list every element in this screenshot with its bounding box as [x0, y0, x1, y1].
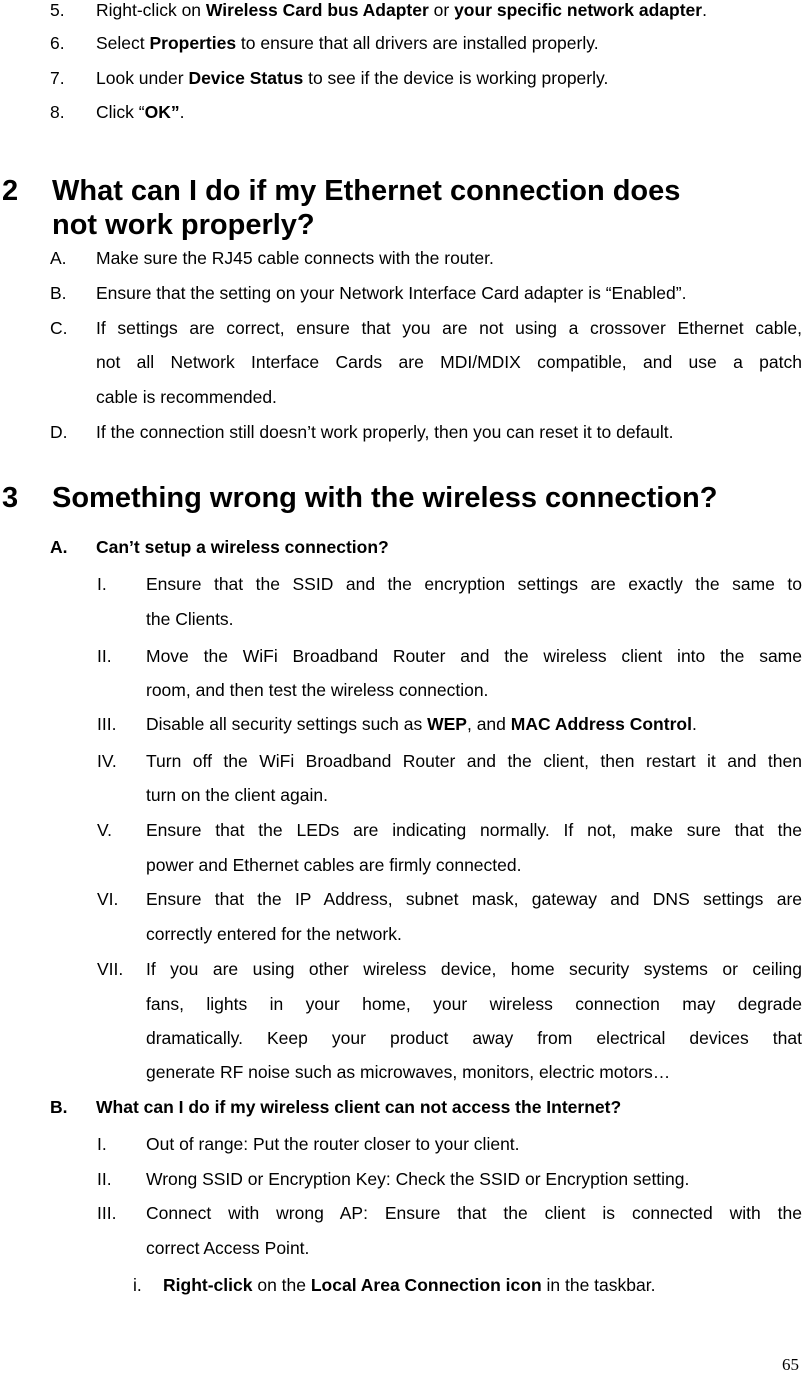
step-text: Select Properties to ensure that all drivers are installed properly.: [96, 33, 599, 53]
subsection-title: What can I do if my wireless client can not access the Internet?: [96, 1097, 622, 1117]
item-text-line: If settings are correct, ensure that you are not using a crossover Ethernet cable,: [96, 318, 802, 338]
item-label: i.: [133, 1275, 142, 1295]
item-label: A.: [50, 248, 67, 268]
item-label: III.: [97, 1203, 117, 1223]
item-text: Ensure that the setting on your Network Interface Card adapter is “Enabled”.: [96, 283, 687, 303]
section-title-line1: What can I do if my Ethernet connection does: [52, 175, 681, 207]
item-text: Wrong SSID or Encryption Key: Check the SSID or Encryption setting.: [146, 1169, 690, 1189]
section-2-item-d: [50, 422, 800, 442]
step-number: 6.: [50, 33, 65, 53]
item-label: I.: [97, 574, 107, 594]
section-2-heading: [2, 175, 792, 243]
step-text: Click “OK”.: [96, 102, 185, 122]
subsection-a-item-7: [97, 959, 802, 1085]
item-text-line: Ensure that the SSID and the encryption settings are exactly the same to: [146, 574, 802, 594]
subsection-label: B.: [50, 1097, 68, 1117]
subsection-title: Can’t setup a wireless connection?: [96, 537, 389, 557]
item-text-line: room, and then test the wireless connection.: [146, 680, 489, 700]
step-number: 7.: [50, 68, 65, 88]
item-text-line: Ensure that the LEDs are indicating normally. If not, make sure that the: [146, 820, 802, 840]
item-text-line: power and Ethernet cables are firmly connected.: [146, 855, 522, 875]
subsection-a-item-3: [97, 714, 802, 734]
step-5: [50, 0, 805, 20]
step-6: [50, 33, 790, 53]
item-text: Make sure the RJ45 cable connects with the router.: [96, 248, 494, 268]
step-number: 5.: [50, 0, 65, 20]
section-title: Something wrong with the wireless connection?: [52, 482, 718, 514]
section-3-heading: [2, 482, 792, 516]
subsection-b-subitem-i: [133, 1275, 798, 1295]
item-label: B.: [50, 283, 67, 303]
item-text: Out of range: Put the router closer to your client.: [146, 1134, 520, 1154]
page-number: 65: [782, 1355, 799, 1374]
section-title-line2: not work properly?: [52, 209, 315, 241]
item-label: III.: [97, 714, 117, 734]
item-text: Disable all security settings such as WEP, and MAC Address Control.: [146, 714, 697, 734]
step-text: Look under Device Status to see if the device is working properly.: [96, 68, 609, 88]
item-text-line: correct Access Point.: [146, 1238, 310, 1258]
item-label: C.: [50, 318, 68, 338]
step-text: Right-click on Wireless Card bus Adapter or your specific network adapter.: [96, 0, 707, 20]
subsection-b-item-1: [97, 1134, 802, 1154]
item-label: V.: [97, 820, 112, 840]
section-2-item-b: [50, 283, 800, 303]
item-text-line: turn on the client again.: [146, 785, 328, 805]
subsection-a-item-6: [97, 889, 802, 945]
subsection-b-item-2: [97, 1169, 802, 1189]
subsection-b-heading: [50, 1097, 790, 1117]
item-text-line: Ensure that the IP Address, subnet mask, gateway and DNS settings are: [146, 889, 802, 909]
section-2-item-c: [50, 318, 802, 408]
step-number: 8.: [50, 102, 65, 122]
item-text: Right-click on the Local Area Connection icon in the taskbar.: [163, 1275, 656, 1295]
item-text-line: If you are using other wireless device, home security systems or ceiling: [146, 959, 802, 979]
item-label: II.: [97, 1169, 112, 1189]
item-text-line: cable is recommended.: [96, 387, 277, 407]
subsection-a-item-5: [97, 820, 802, 876]
item-label: VI.: [97, 889, 119, 909]
item-text-line: Move the WiFi Broadband Router and the wireless client into the same: [146, 646, 802, 666]
subsection-a-item-4: [97, 751, 802, 807]
item-text-line: not all Network Interface Cards are MDI/MDIX compatible, and use a patch: [96, 352, 802, 372]
item-label: IV.: [97, 751, 117, 771]
subsection-b-item-3: [97, 1203, 802, 1259]
item-text-line: Turn off the WiFi Broadband Router and the client, then restart it and then: [146, 751, 802, 771]
item-label: II.: [97, 646, 112, 666]
subsection-a-heading: [50, 537, 790, 557]
subsection-a-item-1: [97, 574, 802, 630]
item-label: VII.: [97, 959, 124, 979]
item-label: D.: [50, 422, 68, 442]
step-8: [50, 102, 790, 122]
step-7: [50, 68, 790, 88]
subsection-label: A.: [50, 537, 68, 557]
item-text-line: dramatically. Keep your product away from electrical devices that: [146, 1028, 802, 1048]
item-text: If the connection still doesn’t work properly, then you can reset it to default.: [96, 422, 674, 442]
item-text-line: correctly entered for the network.: [146, 924, 402, 944]
item-text-line: fans, lights in your home, your wireless connection may degrade: [146, 994, 802, 1014]
section-number: 2: [2, 175, 19, 207]
section-number: 3: [2, 482, 19, 514]
section-2-item-a: [50, 248, 800, 268]
item-label: I.: [97, 1134, 107, 1154]
subsection-a-item-2: [97, 646, 802, 702]
item-text-line: the Clients.: [146, 609, 234, 629]
item-text-line: generate RF noise such as microwaves, monitors, electric motors…: [146, 1062, 671, 1082]
item-text-line: Connect with wrong AP: Ensure that the client is connected with the: [146, 1203, 802, 1223]
